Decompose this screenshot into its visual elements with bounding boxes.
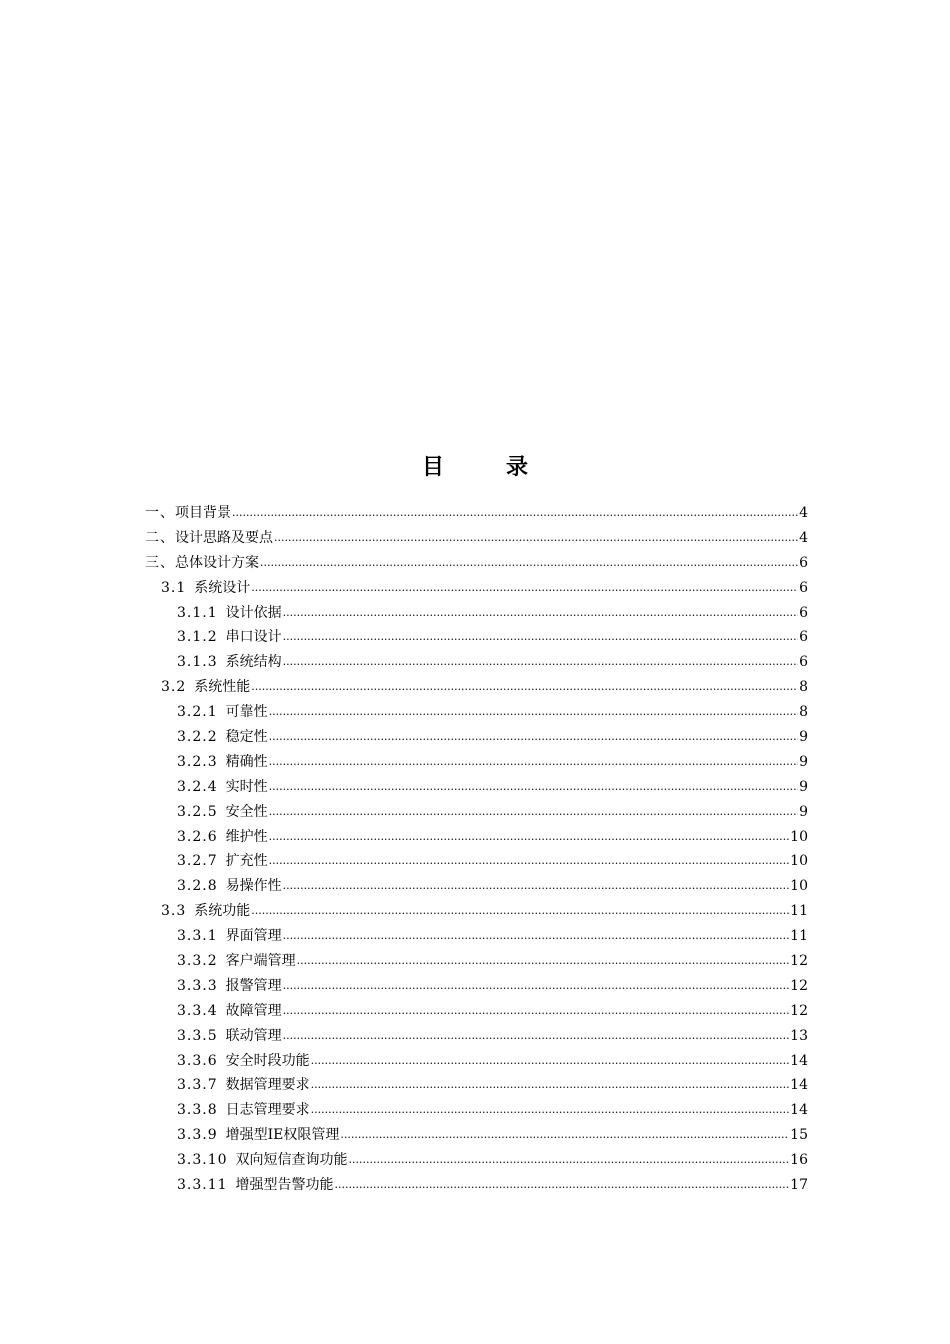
toc-entry-number: 3.3 [161, 903, 187, 920]
toc-entry[interactable] [145, 875, 808, 900]
toc-dot-leader [283, 606, 798, 619]
toc-entry[interactable] [145, 527, 808, 552]
toc-entry[interactable] [145, 975, 808, 1000]
toc-entry-label: 客户端管理 [225, 953, 296, 970]
toc-entry-number: 3.2.2 [177, 729, 218, 746]
toc-entry[interactable] [145, 701, 808, 726]
toc-entry-label: 双向短信查询功能 [235, 1152, 348, 1169]
toc-dot-leader [283, 879, 790, 892]
toc-entry-page: 4 [799, 505, 808, 521]
toc-entry[interactable] [145, 1025, 808, 1050]
toc-dot-leader [335, 1178, 790, 1191]
toc-entry-label: 安全性 [225, 803, 268, 820]
toc-entry-number: 3.3.1 [177, 928, 218, 945]
toc-entry-label: 故障管理 [225, 1002, 282, 1019]
toc-entry-number: 3.2.7 [177, 853, 218, 870]
toc-entry-number: 二、 [145, 529, 175, 546]
toc-entry-page: 10 [790, 878, 808, 895]
toc-title: 目 录 [421, 455, 548, 480]
toc-dot-leader [311, 1103, 790, 1116]
toc-dot-leader [340, 1128, 789, 1141]
toc-dot-leader [251, 680, 798, 693]
toc-entry-page: 14 [790, 1102, 808, 1119]
toc-entry-page: 10 [790, 853, 808, 870]
toc-dot-leader [311, 1054, 790, 1067]
toc-entry[interactable] [145, 801, 808, 826]
toc-entry-number: 3.3.5 [177, 1027, 218, 1044]
toc-entry-number: 一、 [145, 505, 175, 521]
toc-entry-label: 易操作性 [225, 878, 282, 895]
toc-entry[interactable] [145, 850, 808, 875]
toc-entry[interactable] [145, 925, 808, 950]
toc-dot-leader [297, 954, 790, 967]
toc-entry-number: 3.2.8 [177, 878, 218, 895]
toc-entry-number: 3.3.8 [177, 1102, 218, 1119]
toc-entry-page: 14 [790, 1077, 808, 1094]
toc-entry-label: 实时性 [225, 778, 268, 795]
toc-entry[interactable] [145, 552, 808, 577]
toc-entry-label: 系统性能 [194, 679, 251, 696]
toc-dot-leader [251, 904, 789, 917]
toc-entry-number: 3.2.3 [177, 753, 218, 770]
toc-dot-leader [232, 506, 798, 519]
toc-entry-page: 6 [799, 579, 808, 596]
toc-entry-page: 11 [790, 928, 808, 945]
toc-entry-number: 3.1.2 [177, 629, 218, 646]
toc-entry[interactable] [145, 577, 808, 602]
toc-entry-label: 精确性 [225, 753, 268, 770]
toc-dot-leader [269, 805, 798, 818]
toc-dot-leader [283, 630, 798, 643]
toc-entry-label: 设计思路及要点 [175, 529, 273, 546]
toc-entry-page: 15 [790, 1127, 808, 1144]
toc-entry-number: 3.1.3 [177, 654, 218, 671]
toc-entry[interactable] [145, 1124, 808, 1149]
toc-entry-label: 联动管理 [225, 1027, 282, 1044]
toc-entry[interactable] [145, 1099, 808, 1124]
toc-entry-label: 项目背景 [175, 505, 231, 521]
toc-entry-page: 6 [799, 604, 808, 621]
toc-entry-page: 12 [790, 1002, 808, 1019]
toc-entry[interactable] [145, 950, 808, 975]
toc-entry-number: 3.2.1 [177, 704, 218, 721]
toc-entry-label: 扩充性 [225, 853, 268, 870]
toc-entry[interactable] [145, 776, 808, 801]
toc-entry-label: 稳定性 [225, 729, 268, 746]
toc-entry-page: 6 [799, 554, 808, 571]
toc-entry[interactable] [145, 1000, 808, 1025]
toc-entry-page: 16 [790, 1152, 808, 1169]
toc-dot-leader [311, 1078, 790, 1091]
toc-entry-number: 3.3.2 [177, 953, 218, 970]
toc-entry-page: 9 [799, 778, 808, 795]
toc-entry-label: 日志管理要求 [225, 1102, 310, 1119]
toc-entry-page: 8 [799, 704, 808, 721]
toc-dot-leader [269, 780, 798, 793]
toc-entry-page: 13 [790, 1027, 808, 1044]
toc-entry-number: 3.3.6 [177, 1052, 218, 1069]
toc-dot-leader [269, 730, 798, 743]
toc-entry[interactable] [145, 1174, 808, 1199]
toc-entry-number: 3.2.5 [177, 803, 218, 820]
toc-entry-page: 9 [799, 753, 808, 770]
toc-entry-number: 3.2.6 [177, 828, 218, 845]
toc-entry[interactable] [145, 1074, 808, 1099]
toc-dot-leader [269, 830, 790, 843]
toc-entry-label: 维护性 [225, 828, 268, 845]
toc-entry-label: 安全时段功能 [225, 1052, 310, 1069]
toc-entry-label: 系统功能 [194, 903, 251, 920]
toc-dot-leader [269, 854, 790, 867]
toc-entry-label: 增强型告警功能 [235, 1177, 334, 1194]
toc-entry-number: 3.3.7 [177, 1077, 218, 1094]
toc-dot-leader [274, 531, 798, 544]
toc-entry-page: 11 [790, 903, 808, 920]
toc-dot-leader [283, 1004, 790, 1017]
toc-dot-leader [269, 705, 798, 718]
toc-entry-number: 3.3.4 [177, 1002, 218, 1019]
toc-entry-label: 总体设计方案 [175, 554, 259, 571]
toc-entry-number: 3.2.4 [177, 778, 218, 795]
toc-entry[interactable] [145, 1050, 808, 1075]
toc-entry-label: 系统结构 [225, 654, 282, 671]
toc-entry[interactable] [145, 726, 808, 751]
toc-entry-number: 3.2 [161, 679, 187, 696]
toc-entry-label: 系统设计 [194, 579, 251, 596]
toc-entry[interactable] [145, 602, 808, 627]
toc-dot-leader [283, 929, 790, 942]
toc-entry-label: 可靠性 [225, 704, 268, 721]
toc-entry-label: 串口设计 [225, 629, 282, 646]
toc-dot-leader [349, 1153, 790, 1166]
toc-dot-leader [251, 581, 798, 594]
toc-entry[interactable] [145, 626, 808, 651]
toc-entry-page: 9 [799, 729, 808, 746]
table-of-contents [145, 502, 808, 1199]
toc-entry-page: 14 [790, 1052, 808, 1069]
toc-entry-number: 3.1.1 [177, 604, 218, 621]
toc-entry-number: 3.3.10 [177, 1152, 228, 1169]
toc-entry-number: 3.3.3 [177, 977, 218, 994]
toc-entry-label: 设计依据 [225, 604, 282, 621]
toc-entry-label: 数据管理要求 [225, 1077, 310, 1094]
toc-entry-page: 10 [790, 828, 808, 845]
toc-dot-leader [283, 979, 790, 992]
toc-entry-label: 报警管理 [225, 977, 282, 994]
toc-entry[interactable] [145, 1149, 808, 1174]
toc-dot-leader [269, 755, 798, 768]
toc-entry[interactable] [145, 502, 808, 527]
toc-entry[interactable] [145, 751, 808, 776]
toc-entry-page: 17 [790, 1177, 808, 1194]
toc-entry-label: 界面管理 [225, 928, 282, 945]
toc-dot-leader [283, 1029, 790, 1042]
toc-dot-leader [260, 556, 798, 569]
toc-entry[interactable] [145, 900, 808, 925]
toc-entry-number: 三、 [145, 554, 175, 571]
toc-entry-page: 6 [799, 629, 808, 646]
toc-entry[interactable] [145, 826, 808, 851]
toc-dot-leader [283, 655, 798, 668]
toc-entry-label: 增强型IE权限管理 [225, 1127, 340, 1144]
toc-entry[interactable] [145, 651, 808, 676]
toc-entry[interactable] [145, 676, 808, 701]
toc-entry-page: 4 [799, 529, 808, 546]
toc-entry-page: 8 [799, 679, 808, 696]
toc-entry-page: 9 [799, 803, 808, 820]
toc-entry-number: 3.3.9 [177, 1127, 218, 1144]
toc-entry-number: 3.3.11 [177, 1177, 228, 1194]
toc-entry-page: 12 [790, 977, 808, 994]
toc-entry-page: 12 [790, 953, 808, 970]
toc-entry-number: 3.1 [161, 579, 187, 596]
toc-entry-page: 6 [799, 654, 808, 671]
